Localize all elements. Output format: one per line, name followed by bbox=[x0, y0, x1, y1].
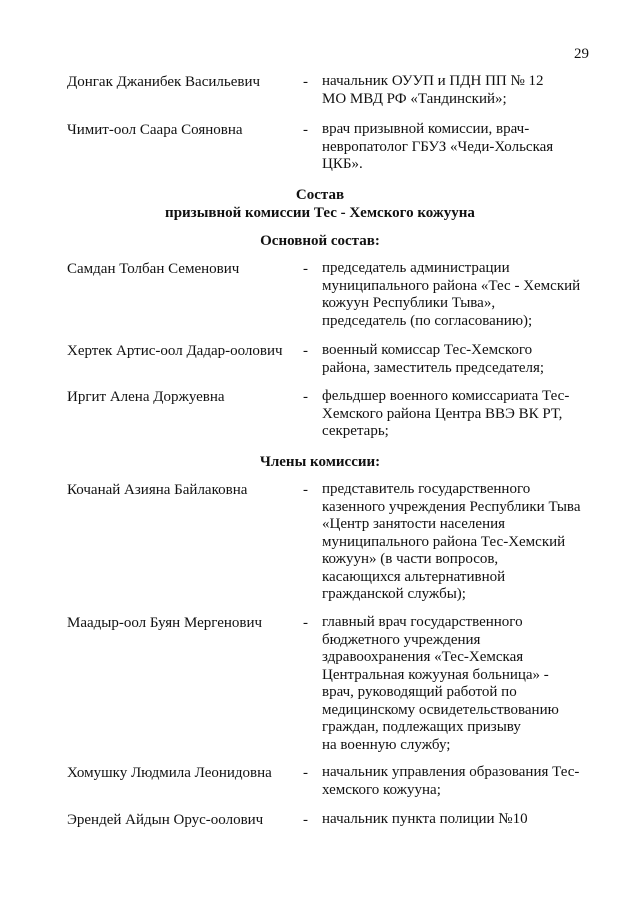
position-line: касающихся альтернативной bbox=[322, 568, 506, 585]
position-line: ЦКБ». bbox=[322, 156, 363, 172]
person-position bbox=[322, 388, 587, 441]
dash-separator: - bbox=[303, 389, 308, 405]
person-position bbox=[322, 764, 587, 799]
position-line: муниципального района Тес-Хемский bbox=[322, 533, 566, 550]
position-line: председатель (по согласованию); bbox=[322, 312, 533, 329]
person-position bbox=[322, 121, 587, 174]
dash-separator: - bbox=[303, 343, 308, 359]
dash-separator: - bbox=[303, 74, 308, 90]
position-line: здравоохранения «Тес-Хемская bbox=[322, 649, 524, 665]
position-line: председатель администрации bbox=[322, 260, 510, 276]
dash-separator: - bbox=[303, 765, 308, 781]
person-name: Самдан Толбан Семенович bbox=[67, 261, 240, 277]
position-line: врач, руководящий работой по bbox=[322, 684, 517, 700]
position-line: представитель государственного bbox=[322, 481, 531, 497]
person-name: Чимит-оол Саара Сояновна bbox=[67, 122, 243, 138]
person-name: Хертек Артис-оол Дадар-оолович bbox=[67, 343, 283, 359]
document-title bbox=[0, 186, 640, 222]
dash-separator: - bbox=[303, 812, 308, 828]
person-name: Донгак Джанибек Васильевич bbox=[67, 74, 261, 90]
dash-separator: - bbox=[303, 122, 308, 138]
person-position bbox=[322, 614, 587, 754]
person-position bbox=[322, 811, 587, 829]
position-line: МО МВД РФ «Тандинский»; bbox=[322, 90, 507, 107]
person-position bbox=[322, 342, 587, 377]
position-line: Центральная кожууная больница» - bbox=[322, 666, 549, 683]
position-line: невропатолог ГБУЗ «Чеди-Хольская bbox=[322, 138, 554, 155]
position-line: медицинскому освидетельствованию bbox=[322, 701, 559, 718]
position-line: бюджетного учреждения bbox=[322, 631, 481, 648]
position-line: начальник пункта полиции №10 bbox=[322, 811, 528, 827]
person-position bbox=[322, 481, 587, 604]
position-line: на военную службу; bbox=[322, 736, 451, 753]
person-position bbox=[322, 73, 587, 108]
person-name: Хомушку Людмила Леонидовна bbox=[67, 765, 272, 781]
person-name: Иргит Алена Доржуевна bbox=[67, 389, 225, 405]
position-line: муниципального района «Тес - Хемский bbox=[322, 277, 581, 294]
person-position bbox=[322, 260, 587, 330]
position-line: начальник управления образования Тес- bbox=[322, 764, 580, 780]
position-line: начальник ОУУП и ПДН ПП № 12 bbox=[322, 73, 544, 89]
position-line: фельдшер военного комиссариата Тес- bbox=[322, 388, 570, 404]
position-line: хемского кожууна; bbox=[322, 781, 441, 798]
position-line: секретарь; bbox=[322, 423, 389, 439]
position-line: кожуун» (в части вопросов, bbox=[322, 551, 499, 567]
position-line: гражданской службы); bbox=[322, 586, 466, 602]
dash-separator: - bbox=[303, 482, 308, 498]
title-line: призывной комиссии Тес - Хемского кожууна bbox=[165, 205, 475, 221]
person-name: Маадыр-оол Буян Мергенович bbox=[67, 615, 263, 631]
dash-separator: - bbox=[303, 615, 308, 631]
person-name: Кочанай Азияна Байлаковна bbox=[67, 482, 248, 498]
person-name: Эрендей Айдын Орус-оолович bbox=[67, 812, 264, 828]
position-line: района, заместитель председателя; bbox=[322, 359, 545, 376]
title-line: Состав bbox=[295, 187, 345, 203]
position-line: граждан, подлежащих призыву bbox=[322, 719, 521, 735]
position-line: врач призывной комиссии, врач- bbox=[322, 121, 530, 137]
section-heading-members: Члены комиссии: bbox=[259, 454, 381, 470]
position-line: «Центр занятости населения bbox=[322, 516, 506, 532]
position-line: казенного учреждения Республики Тыва bbox=[322, 498, 581, 515]
page-number: 29 bbox=[574, 46, 589, 62]
dash-separator: - bbox=[303, 261, 308, 277]
position-line: Хемского района Центра ВВЭ ВК РТ, bbox=[322, 405, 563, 422]
position-line: главный врач государственного bbox=[322, 614, 523, 630]
position-line: военный комиссар Тес-Хемского bbox=[322, 342, 533, 358]
section-heading-main: Основной состав: bbox=[260, 233, 380, 249]
position-line: кожуун Республики Тыва», bbox=[322, 295, 496, 311]
